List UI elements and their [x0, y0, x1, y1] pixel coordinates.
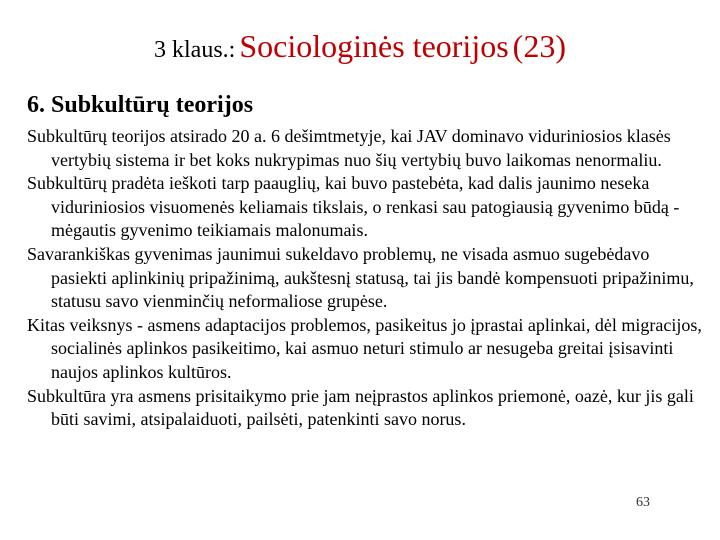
title-prefix: 3 klaus.:: [154, 37, 236, 63]
title-number: (23): [512, 28, 566, 64]
slide-title: [0, 28, 720, 65]
paragraph-3: Savarankiškas gyvenimas jaunimui sukeldavo problemų, ne visada asmuo sugebėdavo pasiekti aplinkinių pripažinimą, aukštesnį statusą, tai jis bandė kompensuoti pripažinimu, statusu savo vienminčių neformaliose grupėse.: [27, 243, 694, 312]
slide-body: [27, 125, 707, 432]
paragraph-5: Subkultūra yra asmens prisitaikymo prie jam neįprastos aplinkos priemonė, oazė, kur jis gali būti savimi, atsipalaiduoti, pailsėti, patenkinti savo norus.: [27, 385, 694, 430]
paragraph-2: Subkultūrų pradėta ieškoti tarp paauglių, kai buvo pastebėta, kad dalis jaunimo neseka viduriniosios visuomenės keliamais tikslais, o renkasi sau patogiausią gyvenimo būdą - mėgautis gyvenimo teikiamais malonumais.: [27, 173, 680, 241]
paragraph-4: Kitas veiksnys - asmens adaptacijos problemos, pasikeitus jo įprastai aplinkai, dėl migracijos, socialinės aplinkos pasikeitimo, kai asmuo neturi stimulo ar nesugeba greitai įsisavinti naujos aplinkos kultūros.: [27, 314, 702, 382]
page-number: 63: [636, 495, 650, 510]
section-heading: 6. Subkultūrų teorijos: [27, 92, 254, 118]
title-main: Sociologinės teorijos: [239, 28, 509, 64]
paragraph-1: Subkultūrų teorijos atsirado 20 a. 6 dešimtmetyje, kai JAV dominavo viduriniosios klasės vertybių sistema ir bet koks nukrypimas nuo šių vertybių buvo laikomas nenormaliu.: [27, 126, 671, 170]
